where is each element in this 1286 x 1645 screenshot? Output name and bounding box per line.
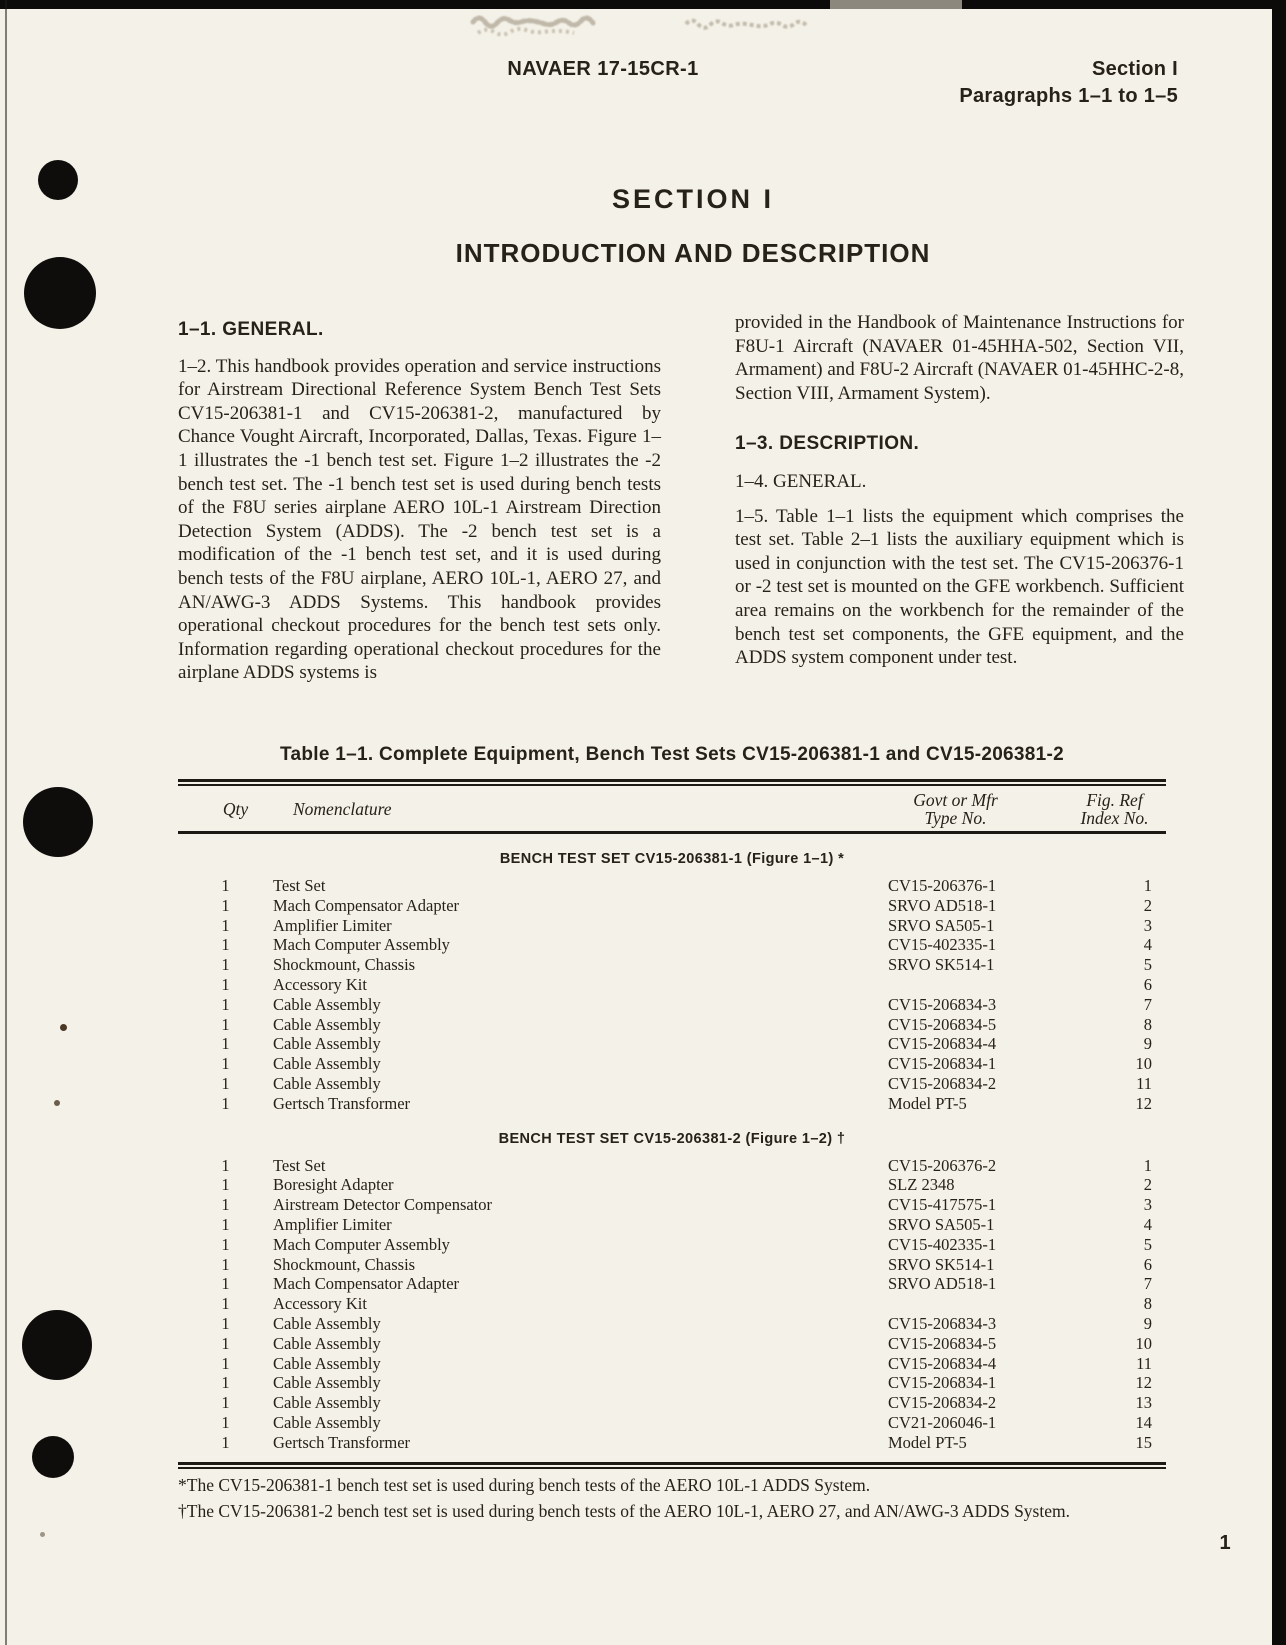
cell-qty: 1 bbox=[221, 1093, 230, 1113]
cell-type-no: CV15-206834-3 bbox=[888, 1313, 997, 1333]
cell-type-no: CV15-206834-1 bbox=[888, 1373, 997, 1393]
table-row bbox=[178, 1015, 1166, 1035]
cell-qty: 1 bbox=[221, 1155, 230, 1175]
cell-nomenclature: Cable Assembly bbox=[273, 994, 381, 1014]
heading-1-3: 1–3. DESCRIPTION. bbox=[735, 433, 920, 455]
cell-fig-ref: 4 bbox=[1143, 1214, 1152, 1234]
cell-qty: 1 bbox=[221, 1073, 230, 1093]
cell-nomenclature: Cable Assembly bbox=[273, 1412, 381, 1432]
cell-type-no: SRVO AD518-1 bbox=[888, 895, 997, 915]
table-row bbox=[178, 935, 1166, 955]
column-left bbox=[178, 318, 661, 685]
binder-hole bbox=[23, 787, 93, 857]
cell-fig-ref: 12 bbox=[1135, 1093, 1152, 1113]
cell-fig-ref: 3 bbox=[1143, 1195, 1152, 1215]
cell-nomenclature: Boresight Adapter bbox=[273, 1175, 394, 1195]
cell-fig-ref: 12 bbox=[1135, 1373, 1152, 1393]
cell-nomenclature: Cable Assembly bbox=[273, 1054, 381, 1074]
cell-fig-ref: 9 bbox=[1143, 1313, 1152, 1333]
cell-type-no: CV15-206834-4 bbox=[888, 1034, 997, 1054]
table-rule-header bbox=[178, 831, 1166, 834]
table-row bbox=[178, 1195, 1166, 1215]
cell-fig-ref: 9 bbox=[1143, 1034, 1152, 1054]
col-header-nomenclature: Nomenclature bbox=[293, 799, 392, 819]
cell-fig-ref: 5 bbox=[1143, 955, 1152, 975]
cell-type-no: SRVO SA505-1 bbox=[888, 1214, 995, 1234]
table-title: Table 1–1. Complete Equipment, Bench Test Sets CV15-206381-1 and CV15-206381-2 bbox=[279, 744, 1065, 765]
cell-type-no: CV15-206834-3 bbox=[888, 994, 997, 1014]
column-header-row bbox=[178, 786, 1166, 831]
table-section-rows bbox=[178, 876, 1166, 1114]
cell-nomenclature: Mach Compensator Adapter bbox=[273, 895, 460, 915]
col-header-type-no bbox=[888, 791, 1063, 827]
table-section-heading: BENCH TEST SET CV15-206381-2 (Figure 1–2) † bbox=[498, 1130, 846, 1147]
table-row bbox=[178, 1413, 1166, 1433]
cell-nomenclature: Gertsch Transformer bbox=[273, 1432, 411, 1452]
table-row bbox=[178, 1393, 1166, 1413]
cell-type-no: Model PT-5 bbox=[888, 1432, 967, 1452]
table-row bbox=[178, 1034, 1166, 1054]
table-row bbox=[178, 1373, 1166, 1393]
cell-qty: 1 bbox=[221, 994, 230, 1014]
table-row bbox=[178, 1255, 1166, 1275]
table-rule-bottom-wrap bbox=[178, 1462, 1166, 1469]
cell-type-no: CV15-206376-1 bbox=[888, 876, 997, 895]
cell-fig-ref: 2 bbox=[1143, 895, 1152, 915]
cell-type-no: SRVO SK514-1 bbox=[888, 955, 995, 975]
cell-nomenclature: Amplifier Limiter bbox=[273, 1214, 392, 1234]
cell-type-no: Model PT-5 bbox=[888, 1093, 967, 1113]
cell-fig-ref: 11 bbox=[1136, 1073, 1152, 1093]
cell-fig-ref: 1 bbox=[1143, 1155, 1152, 1175]
cell-qty: 1 bbox=[221, 1014, 230, 1034]
cell-fig-ref: 7 bbox=[1143, 1274, 1152, 1294]
cell-type-no: CV15-206834-5 bbox=[888, 1333, 997, 1353]
cell-qty: 1 bbox=[221, 1373, 230, 1393]
cell-nomenclature: Mach Computer Assembly bbox=[273, 1234, 450, 1254]
cell-qty: 1 bbox=[221, 1333, 230, 1353]
table-body bbox=[178, 851, 1166, 1453]
col-header-fig-line1: Fig. Ref bbox=[1086, 790, 1143, 810]
col-header-qty: Qty bbox=[222, 799, 249, 819]
paragraph-1-2: 1–2. This handbook provides operation and service instructions for Airstream Directional Reference System Bench Test Sets CV15-206381-1 and CV15-206381-2, manufactured by Chance Vought Aircraft, Incorporated, Dallas, Texas. Figure 1–1 illustrates the -1 bench test set. Figure 1–2 illustrates the -2 bench test set. The -1 bench test set is used during bench tests of the F8U series airplane AERO 10L-1 Airstream Direction Detection System (ADDS). The -2 bench test set is a modification of the -1 bench test set, and it is used during bench tests of the F8U airplane, AERO 10L-1, AERO 27, and AN/AWG-3 ADDS Systems. This handbook provides operational checkout procedures for the bench test sets only. Information regarding operational checkout procedures for the airplane ADDS systems is bbox=[178, 355, 661, 684]
cell-nomenclature: Airstream Detector Compensator bbox=[273, 1195, 493, 1215]
stamp-mark bbox=[468, 8, 658, 42]
ink-speck bbox=[60, 1024, 67, 1031]
ink-speck bbox=[54, 1100, 60, 1106]
cell-nomenclature: Accessory Kit bbox=[273, 1294, 367, 1314]
binder-hole bbox=[32, 1436, 74, 1478]
scan-right-edge bbox=[1272, 0, 1286, 1645]
cell-qty: 1 bbox=[221, 1195, 230, 1215]
col-header-type-line1: Govt or Mfr bbox=[913, 790, 998, 810]
cell-type-no: CV15-402335-1 bbox=[888, 935, 997, 955]
table-row bbox=[178, 916, 1166, 936]
cell-nomenclature: Amplifier Limiter bbox=[273, 915, 392, 935]
cell-fig-ref: 10 bbox=[1135, 1333, 1152, 1353]
table-row bbox=[178, 1094, 1166, 1114]
table-row bbox=[178, 975, 1166, 995]
cell-type-no: CV15-402335-1 bbox=[888, 1234, 997, 1254]
column-right bbox=[735, 311, 1184, 670]
heading-1-4: 1–4. GENERAL. bbox=[735, 470, 867, 492]
page-number: 1 bbox=[1219, 1532, 1231, 1554]
cell-nomenclature: Cable Assembly bbox=[273, 1373, 381, 1393]
cell-qty: 1 bbox=[221, 1432, 230, 1452]
cell-fig-ref: 6 bbox=[1143, 1254, 1152, 1274]
col-header-fig-ref bbox=[1063, 791, 1166, 827]
cell-qty: 1 bbox=[221, 1294, 230, 1314]
cell-nomenclature: Mach Compensator Adapter bbox=[273, 1274, 460, 1294]
cell-fig-ref: 6 bbox=[1143, 974, 1152, 994]
table-rule-bottom-2 bbox=[178, 1467, 1166, 1469]
table-section-heading: BENCH TEST SET CV15-206381-1 (Figure 1–1) * bbox=[499, 851, 845, 867]
cell-qty: 1 bbox=[221, 1393, 230, 1413]
cell-nomenclature: Gertsch Transformer bbox=[273, 1093, 411, 1113]
cell-nomenclature: Mach Computer Assembly bbox=[273, 935, 450, 955]
header-right bbox=[959, 56, 1178, 110]
footnote-dagger: †The CV15-206381-2 bench test set is used during bench tests of the AERO 10L-1, AERO 27, and AN/AWG-3 ADDS System. bbox=[178, 1501, 1070, 1521]
cell-fig-ref: 3 bbox=[1143, 915, 1152, 935]
cell-type-no: SRVO SA505-1 bbox=[888, 915, 995, 935]
table-row bbox=[178, 1433, 1166, 1453]
table-row bbox=[178, 1314, 1166, 1334]
cell-nomenclature: Shockmount, Chassis bbox=[273, 1254, 416, 1274]
equipment-table bbox=[178, 744, 1166, 1469]
cell-type-no: CV15-417575-1 bbox=[888, 1195, 997, 1215]
cell-nomenclature: Cable Assembly bbox=[273, 1014, 381, 1034]
cell-fig-ref: 11 bbox=[1136, 1353, 1152, 1373]
cell-fig-ref: 7 bbox=[1143, 994, 1152, 1014]
paragraph-1-2-continued: provided in the Handbook of Maintenance Instructions for F8U-1 Aircraft (NAVAER 01-45HHA-502, Section VII, Armament) and F8U-2 Aircraft (NAVAER 01-45HHC-2-8, Section VIII, Armament System). bbox=[735, 312, 1184, 404]
cell-qty: 1 bbox=[221, 876, 230, 895]
section-subtitle: INTRODUCTION AND DESCRIPTION bbox=[455, 238, 931, 268]
heading-1-1: 1–1. GENERAL. bbox=[178, 319, 324, 340]
scan-left-hairline bbox=[5, 0, 7, 1645]
table-row bbox=[178, 1354, 1166, 1374]
paragraph-ref: Paragraphs 1–1 to 1–5 bbox=[959, 85, 1178, 107]
cell-qty: 1 bbox=[221, 1214, 230, 1234]
cell-fig-ref: 14 bbox=[1135, 1412, 1152, 1432]
doc-number: NAVAER 17-15CR-1 bbox=[507, 58, 699, 80]
cell-nomenclature: Shockmount, Chassis bbox=[273, 955, 416, 975]
cell-type-no: SRVO SK514-1 bbox=[888, 1254, 995, 1274]
cell-type-no: CV15-206834-5 bbox=[888, 1014, 997, 1034]
table-row bbox=[178, 876, 1166, 896]
cell-qty: 1 bbox=[221, 1175, 230, 1195]
cell-type-no bbox=[888, 1294, 1063, 1314]
cell-nomenclature: Cable Assembly bbox=[273, 1353, 381, 1373]
cell-type-no: CV15-206834-1 bbox=[888, 1054, 997, 1074]
col-header-type-line2: Type No. bbox=[924, 808, 987, 828]
cell-nomenclature: Test Set bbox=[273, 1155, 326, 1175]
table-row bbox=[178, 995, 1166, 1015]
cell-qty: 1 bbox=[221, 1234, 230, 1254]
footnote-asterisk: *The CV15-206381-1 bench test set is used during bench tests of the AERO 10L-1 ADDS System. bbox=[178, 1475, 871, 1495]
table-row bbox=[178, 1074, 1166, 1094]
table-row bbox=[178, 1215, 1166, 1235]
cell-type-no: SLZ 2348 bbox=[888, 1175, 955, 1195]
table-rule-top bbox=[178, 779, 1166, 782]
table-footnotes bbox=[178, 1472, 1258, 1524]
cell-fig-ref: 10 bbox=[1135, 1054, 1152, 1074]
cell-qty: 1 bbox=[221, 1412, 230, 1432]
cell-fig-ref: 5 bbox=[1143, 1234, 1152, 1254]
table-row bbox=[178, 955, 1166, 975]
cell-qty: 1 bbox=[221, 955, 230, 975]
cell-qty: 1 bbox=[221, 1353, 230, 1373]
cell-qty: 1 bbox=[221, 915, 230, 935]
table-row bbox=[178, 1274, 1166, 1294]
cell-fig-ref: 8 bbox=[1143, 1014, 1152, 1034]
cell-qty: 1 bbox=[221, 935, 230, 955]
cell-fig-ref: 2 bbox=[1143, 1175, 1152, 1195]
cell-type-no: CV15-206834-2 bbox=[888, 1073, 997, 1093]
table-rule-bottom bbox=[178, 1462, 1166, 1465]
cell-nomenclature: Cable Assembly bbox=[273, 1073, 381, 1093]
cell-qty: 1 bbox=[221, 1313, 230, 1333]
cell-nomenclature: Cable Assembly bbox=[273, 1034, 381, 1054]
cell-qty: 1 bbox=[221, 1274, 230, 1294]
cell-fig-ref: 4 bbox=[1143, 935, 1152, 955]
cell-fig-ref: 8 bbox=[1143, 1294, 1152, 1314]
cell-nomenclature: Cable Assembly bbox=[273, 1313, 381, 1333]
cell-nomenclature: Test Set bbox=[273, 876, 326, 895]
table-row bbox=[178, 1235, 1166, 1255]
binder-hole bbox=[38, 160, 78, 200]
cell-type-no: CV15-206834-2 bbox=[888, 1393, 997, 1413]
table-row bbox=[178, 1334, 1166, 1354]
cell-fig-ref: 13 bbox=[1135, 1393, 1152, 1413]
section-title: SECTION I bbox=[611, 184, 774, 214]
cell-type-no: SRVO AD518-1 bbox=[888, 1274, 997, 1294]
table-row bbox=[178, 1175, 1166, 1195]
table-row bbox=[178, 1156, 1166, 1176]
cell-nomenclature: Cable Assembly bbox=[273, 1393, 381, 1413]
section-ref: Section I bbox=[1091, 58, 1178, 80]
table-row bbox=[178, 1054, 1166, 1074]
cell-fig-ref: 15 bbox=[1135, 1432, 1152, 1452]
cell-type-no: CV15-206376-2 bbox=[888, 1155, 997, 1175]
binder-hole bbox=[24, 257, 96, 329]
cell-fig-ref: 1 bbox=[1143, 876, 1152, 895]
cell-nomenclature: Accessory Kit bbox=[273, 974, 367, 994]
cell-qty: 1 bbox=[221, 1254, 230, 1274]
ink-speck bbox=[40, 1532, 45, 1537]
scan-top-edge-gap bbox=[830, 0, 962, 9]
table-row bbox=[178, 896, 1166, 916]
col-header-fig-line2: Index No. bbox=[1080, 808, 1149, 828]
stamp-mark bbox=[682, 12, 842, 38]
cell-qty: 1 bbox=[221, 895, 230, 915]
cell-qty: 1 bbox=[221, 1034, 230, 1054]
cell-type-no: CV15-206834-4 bbox=[888, 1353, 997, 1373]
cell-qty: 1 bbox=[221, 974, 230, 994]
table-row bbox=[178, 1294, 1166, 1314]
cell-type-no: CV21-206046-1 bbox=[888, 1412, 997, 1432]
paragraph-1-5: 1–5. Table 1–1 lists the equipment which comprises the test set. Table 2–1 lists the auxiliary equipment which is used in conjunction with the test set. The CV15-206376-1 or -2 test set is mounted on the GFE workbench. Sufficient area remains on the workbench for the remainder of the bench test set components, the GFE equipment, and the ADDS system component under test. bbox=[735, 505, 1184, 669]
binder-hole bbox=[22, 1310, 92, 1380]
cell-qty: 1 bbox=[221, 1054, 230, 1074]
table-section-rows bbox=[178, 1156, 1166, 1453]
cell-type-no bbox=[888, 975, 1063, 995]
cell-nomenclature: Cable Assembly bbox=[273, 1333, 381, 1353]
